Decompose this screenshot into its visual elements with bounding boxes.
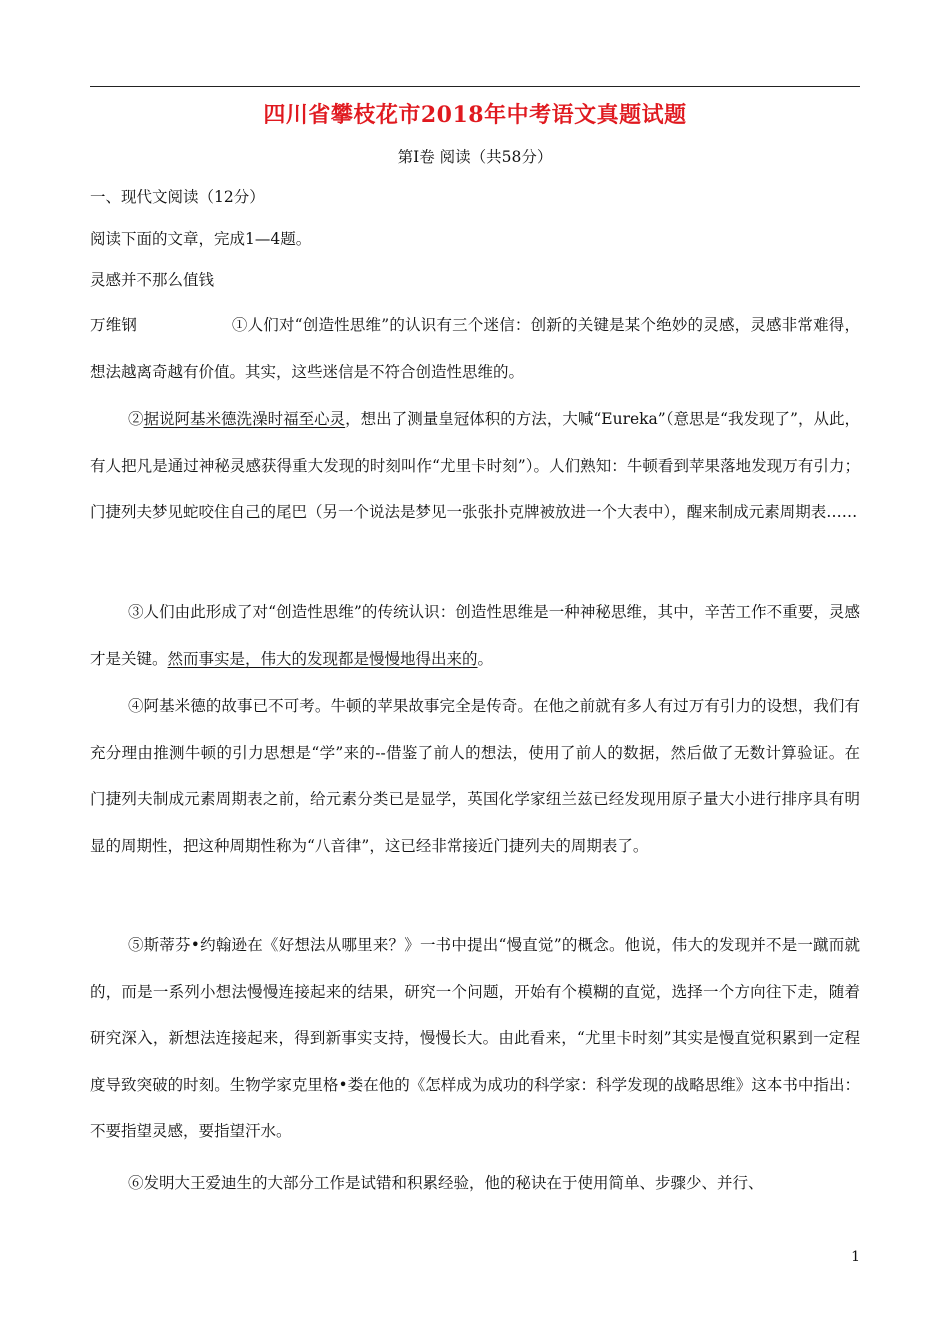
paragraph-3 — [90, 589, 860, 682]
article-author: 万维钢 — [90, 316, 138, 334]
paragraph-1-text: ①人们对“创造性思维”的认识有三个迷信：创新的关键是某个绝妙的灵感，灵感非常难得，想法越离奇越有价值。其实，这些迷信是不符合创造性思维的。 — [90, 316, 860, 381]
paragraph-2-underlined: 据说阿基米德洗澡时福至心灵 — [143, 410, 346, 428]
document-title: 四川省攀枝花市2018年中考语文真题试题 — [263, 102, 687, 128]
header-rule — [90, 86, 860, 87]
paragraph-4: ④阿基米德的故事已不可考。牛顿的苹果故事完全是传奇。在他之前就有多人有过万有引力的设想，我们有充分理由推测牛顿的引力思想是“学”来的--借鉴了前人的想法，使用了前人的数据，然后做了无数计算验证。在门捷列夫制成元素周期表之前，给元素分类已是显学，英国化学家纽兰兹已经发现用原子量大小进行排序具有明显的周期性，把这种周期性称为“八音律”，这已经非常接近门捷列夫的周期表了。 — [90, 697, 860, 855]
page-number: 1 — [851, 1249, 860, 1265]
paragraph-6: ⑥发明大王爱迪生的大部分工作是试错和积累经验，他的秘诀在于使用简单、步骤少、并行、 — [127, 1174, 764, 1192]
document-subtitle: 第Ⅰ卷 阅读（共58分） — [397, 148, 553, 166]
paragraph-3-underlined: 然而事实是，伟大的发现都是慢慢地得出来的 — [167, 649, 478, 668]
paragraph-3-text: ③人们由此形成了对“创造性思维”的传统认识：创造性思维是一种神秘思维，其中，辛苦工作不重要，灵感才是关键。 — [90, 603, 860, 668]
paragraph-2-number: ② — [127, 410, 144, 428]
article-title: 灵感并不那么值钱 — [90, 271, 215, 289]
instruction-text: 阅读下面的文章，完成1—4题。 — [90, 230, 312, 248]
section-heading: 一、现代文阅读（12分） — [90, 188, 265, 206]
paragraph-1 — [90, 302, 860, 395]
paragraph-2-text: ，想出了测量皇冠体积的方法，大喊“Eureka”（意思是“我发现了”，从此，有人把凡是通过神秘灵感获得重大发现的时刻叫作“尤里卡时刻”）。人们熟知：牛顿看到苹果落地发现万有引力；门捷列夫梦见蛇咬住自己的尾巴（另一个说法是梦见一张张扑克牌被放进一个大表中），醒来制成元素周期表…… — [90, 410, 860, 522]
paragraph-2 — [90, 396, 860, 536]
paragraph-3-end: 。 — [477, 649, 494, 668]
paragraph-5: ⑤斯蒂芬•约翰逊在《好想法从哪里来？》一书中提出“慢直觉”的概念。他说，伟大的发现并不是一蹴而就的，而是一系列小想法慢慢连接起来的结果，研究一个问题，开始有个模糊的直觉，选择一个方向往下走，随着研究深入，新想法连接起来，得到新事实支持，慢慢长大。由此看来，“尤里卡时刻”其实是慢直觉积累到一定程度导致突破的时刻。生物学家克里格•娄在他的《怎样成为成功的科学家：科学发现的战略思维》这本书中指出：不要指望灵感，要指望汗水。 — [90, 936, 860, 1141]
